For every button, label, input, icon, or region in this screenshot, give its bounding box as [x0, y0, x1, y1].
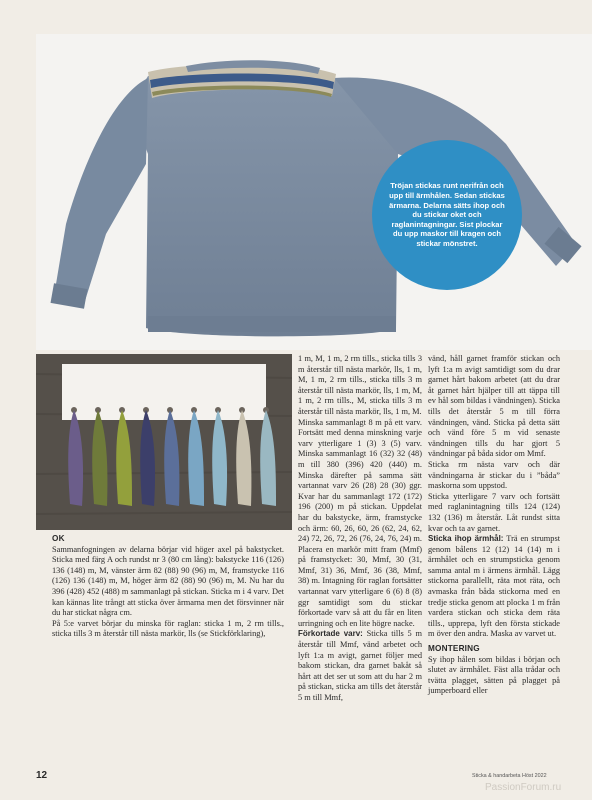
- paragraph: Sticka ytterligare 7 varv och fortsätt med raglanintagning tills 124 (124) 132 (136) m återstår. Låt rundst sitta kvar och ta av garnet.: [428, 491, 560, 533]
- section-heading-ok: OK: [52, 534, 65, 543]
- info-bubble: [372, 140, 522, 290]
- yarn-swatch-photo: [36, 354, 292, 530]
- section-heading-montering: MONTERING: [428, 644, 480, 654]
- text-column-3: [428, 354, 560, 697]
- paragraph: [428, 534, 560, 640]
- page-number: 12: [36, 770, 48, 781]
- paragraph: 1 m, M, 1 m, 2 rm tills., sticka tills 3 m återstår till nästa markör, lls, 1 m, M, 1 m, 2 rm tills., sticka tills 3 m återstår till nästa markör, lls, 1 m, M, 1 m, 2 rm tills., M, sticka tills 3 m återstår till nästa markör, lls, 1 m, M.: [298, 354, 422, 416]
- paragraph-text: Sticka tills 5 m återstår till Mmf, vänd arbetet och lyft 1:a m avigt, garnet följer med bakom stickan, dra garnet bakåt så hårt att det ser ut som att du har 2 m på stickan, sticka am tills det återstår 5 m till Mmf,: [298, 629, 422, 702]
- text-column-1: [52, 534, 284, 640]
- paragraph: Sammanfogningen av delarna börjar vid höger axel på bakstycket. Sticka med färg A och rundst nr 3 (80 cm lång): bakstycke 116 (126) 136 (148) m, M, vänster ärm 82 (88) 90 (96) m, M, framstycke 116 (126) 136 (148) m, M, höger ärm 82 (88) 90 (96) m, M. Nu har du 396 (428) 452 (488) m sammanlagt på stickan. Sticka m i 4 varv. Det kan kännas lite trångt att sticka över ärmarna men det försvinner när du har stickat några cm.: [52, 544, 284, 618]
- sweater-left-sleeve: [54, 78, 148, 304]
- info-bubble-text: Tröjan stickas runt nerifrån och upp till ärmhålen. Sedan stickas ärmarna. Delarna sätts ihop och du stickar oket och raglanintagningar. Sist plockar du upp maskor till kragen och stickar mönstret.: [389, 181, 505, 248]
- text-column-2: [298, 354, 422, 704]
- sweater-body: [139, 74, 398, 336]
- lead-in-shortrows: Förkortade varv:: [298, 629, 363, 639]
- hem-rib: [148, 316, 396, 332]
- paragraph: Sy ihop hålen som bildas i början och slutet av ärmhålet. Fäst alla trådar och tvätta plagget, sätten på plagget på jumperboard eller: [428, 654, 560, 696]
- paragraph: På 5:e varvet börjar du minska för raglan: sticka 1 m, 2 rm tills., sticka tills 3 m återstår till nästa markör, lls (se Stickförklaring),: [52, 618, 284, 639]
- watermark: PassionForum.ru: [485, 782, 562, 793]
- paragraph: Sticka rm nästa varv och där vändningarna är stickar du i ”båda” maskorna som uppstod.: [428, 459, 560, 491]
- yarn-swatch-illustration: [36, 354, 292, 530]
- lead-in-armholes: Sticka ihop ärmhål:: [428, 534, 504, 544]
- paragraph: [298, 629, 422, 703]
- paragraph-text: Trä en strumpst genom bålens 12 (12) 14 (14) m i ärmhålet och en strumpsticka genom samma antal m i ärmens ärmhål. Lägg stickorna parallellt, räta mot räta, och avmaska från båda stickorna med en tredje sticka genom att plocka 1 m från vardera stickan och sticka dem räta tills., upprepa, lyft den första stickade m över den andra. Maska av varvet ut.: [428, 534, 561, 639]
- magazine-footer: Sticka & handarbeta Höst 2022: [472, 773, 547, 779]
- swatch-card: [62, 364, 266, 420]
- paragraph: Minska sammanlagt 8 m på ett varv. Fortsätt med denna minskning varje varv ytterligare 1 (3) 3 (5) varv. Minska sammanlagt 16 (32) 32 (48) m till 380 (396) 420 (440) m. Minska därefter på samma sätt vartannat varv 26 (28) 28 (30) ggr. Kvar har du sammanlagt 172 (172) 196 (200) m på stickan. Uppdelat har du bakstycke, ärm, framstycke och ärm: 60, 26, 60, 26 (62, 24, 62, 24) 72, 26, 72, 26 (76, 24, 76, 24) m. Placera en markör mitt fram (Mmf) på framstycket: 30, Mmf, 30 (31, Mmf, 31) 36, Mmf, 36 (38, Mmf, 38) m. Intagning för raglan fortsätter vartannat varv ytterligare 6 (6) 8 (8) ggr samtidigt som du stickar förkortade varv så att du får en liten urringning och en lite högre nacke.: [298, 417, 422, 628]
- paragraph: vänd, håll garnet framför stickan och lyft 1:a m avigt samtidigt som du drar garnet hårt bakom arbetet (att du drar åt garnet hårt hjälper till att täppa till ev hål som bildas i vändningen). Sticka tills det återstår 5 m till förra vändningen, vänd. Sticka på detta sätt och vänd före 5 m vid senaste vändningen tills du har gjort 5 vändningar på båda sidor om Mmf.: [428, 354, 560, 459]
